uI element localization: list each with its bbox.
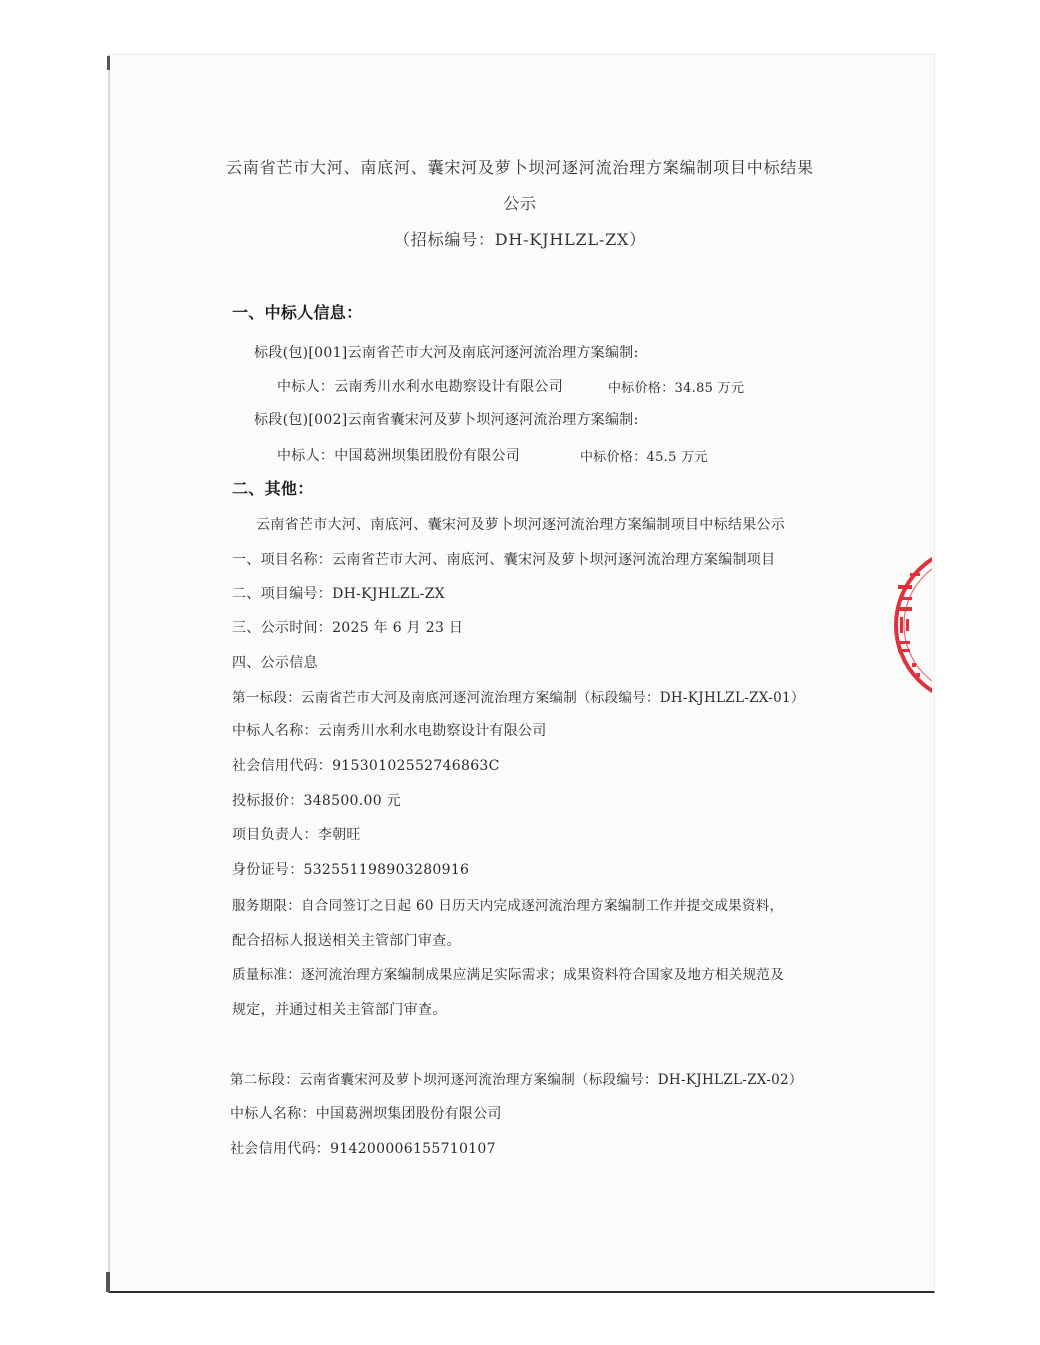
lot2-price: 中标价格：45.5 万元 bbox=[580, 450, 708, 465]
part1-manager: 项目负责人：李朝旺 bbox=[232, 827, 361, 843]
document-title: 云南省芒市大河、南底河、囊宋河及萝卜坝河逐河流治理方案编制项目中标结果 bbox=[225, 158, 814, 177]
tender-code: （招标编号：DH-KJHLZL-ZX） bbox=[394, 230, 646, 249]
part2-credit-code: 社会信用代码：914200006155710107 bbox=[230, 1141, 496, 1157]
publish-time: 三、公示时间：2025 年 6 月 23 日 bbox=[232, 620, 464, 636]
scan-edge-mark bbox=[107, 56, 110, 70]
lot2-winner: 中标人：中国葛洲坝集团股份有限公司 bbox=[277, 448, 521, 464]
part1-quality: 质量标准：逐河流治理方案编制成果应满足实际需求；成果资料符合国家及地方相关规范及 bbox=[232, 967, 784, 983]
announcement-intro: 云南省芒市大河、南底河、囊宋河及萝卜坝河逐河流治理方案编制项目中标结果公示 bbox=[256, 517, 786, 533]
project-code: 二、项目编号：DH-KJHLZL-ZX bbox=[232, 586, 445, 602]
part1-winner: 中标人名称：云南秀川水利水电勘察设计有限公司 bbox=[232, 723, 547, 739]
part1-credit-code: 社会信用代码：91530102552746863C bbox=[232, 758, 500, 774]
part2-winner: 中标人名称：中国葛洲坝集团股份有限公司 bbox=[230, 1106, 502, 1122]
info-heading: 四、公示信息 bbox=[232, 655, 318, 671]
part1-id-number: 身份证号：532551198903280916 bbox=[232, 862, 470, 878]
lot1-price: 中标价格：34.85 万元 bbox=[608, 381, 745, 396]
document-title-cont: 公示 bbox=[503, 194, 537, 213]
part1-service-term: 服务期限：自合同签订之日起 60 日历天内完成逐河流治理方案编制工作并提交成果资料， bbox=[232, 898, 784, 914]
part2-lot: 第二标段：云南省囊宋河及萝卜坝河逐河流治理方案编制（标段编号：DH-KJHLZL-ZX-02） bbox=[230, 1072, 803, 1088]
part1-lot: 第一标段：云南省芒市大河及南底河逐河流治理方案编制（标段编号：DH-KJHLZL-ZX-01） bbox=[232, 690, 805, 706]
section-heading-other: 二、其他： bbox=[232, 479, 314, 498]
section-heading-winner-info: 一、中标人信息： bbox=[232, 303, 363, 322]
lot2-name: 标段(包)[002]云南省囊宋河及萝卜坝河逐河流治理方案编制: bbox=[254, 412, 639, 428]
project-name: 一、项目名称：云南省芒市大河、南底河、囊宋河及萝卜坝河逐河流治理方案编制项目 bbox=[232, 552, 776, 568]
part1-service-term-cont: 配合招标人报送相关主管部门审查。 bbox=[232, 933, 461, 949]
part1-bid-price: 投标报价：348500.00 元 bbox=[232, 793, 401, 809]
lot1-name: 标段(包)[001]云南省芒市大河及南底河逐河流治理方案编制: bbox=[254, 345, 639, 361]
lot1-winner: 中标人：云南秀川水利水电勘察设计有限公司 bbox=[277, 379, 563, 395]
part1-quality-cont: 规定，并通过相关主管部门审查。 bbox=[232, 1002, 447, 1018]
scan-edge-mark-bottom bbox=[106, 1272, 110, 1292]
seal-stamp bbox=[888, 545, 932, 705]
